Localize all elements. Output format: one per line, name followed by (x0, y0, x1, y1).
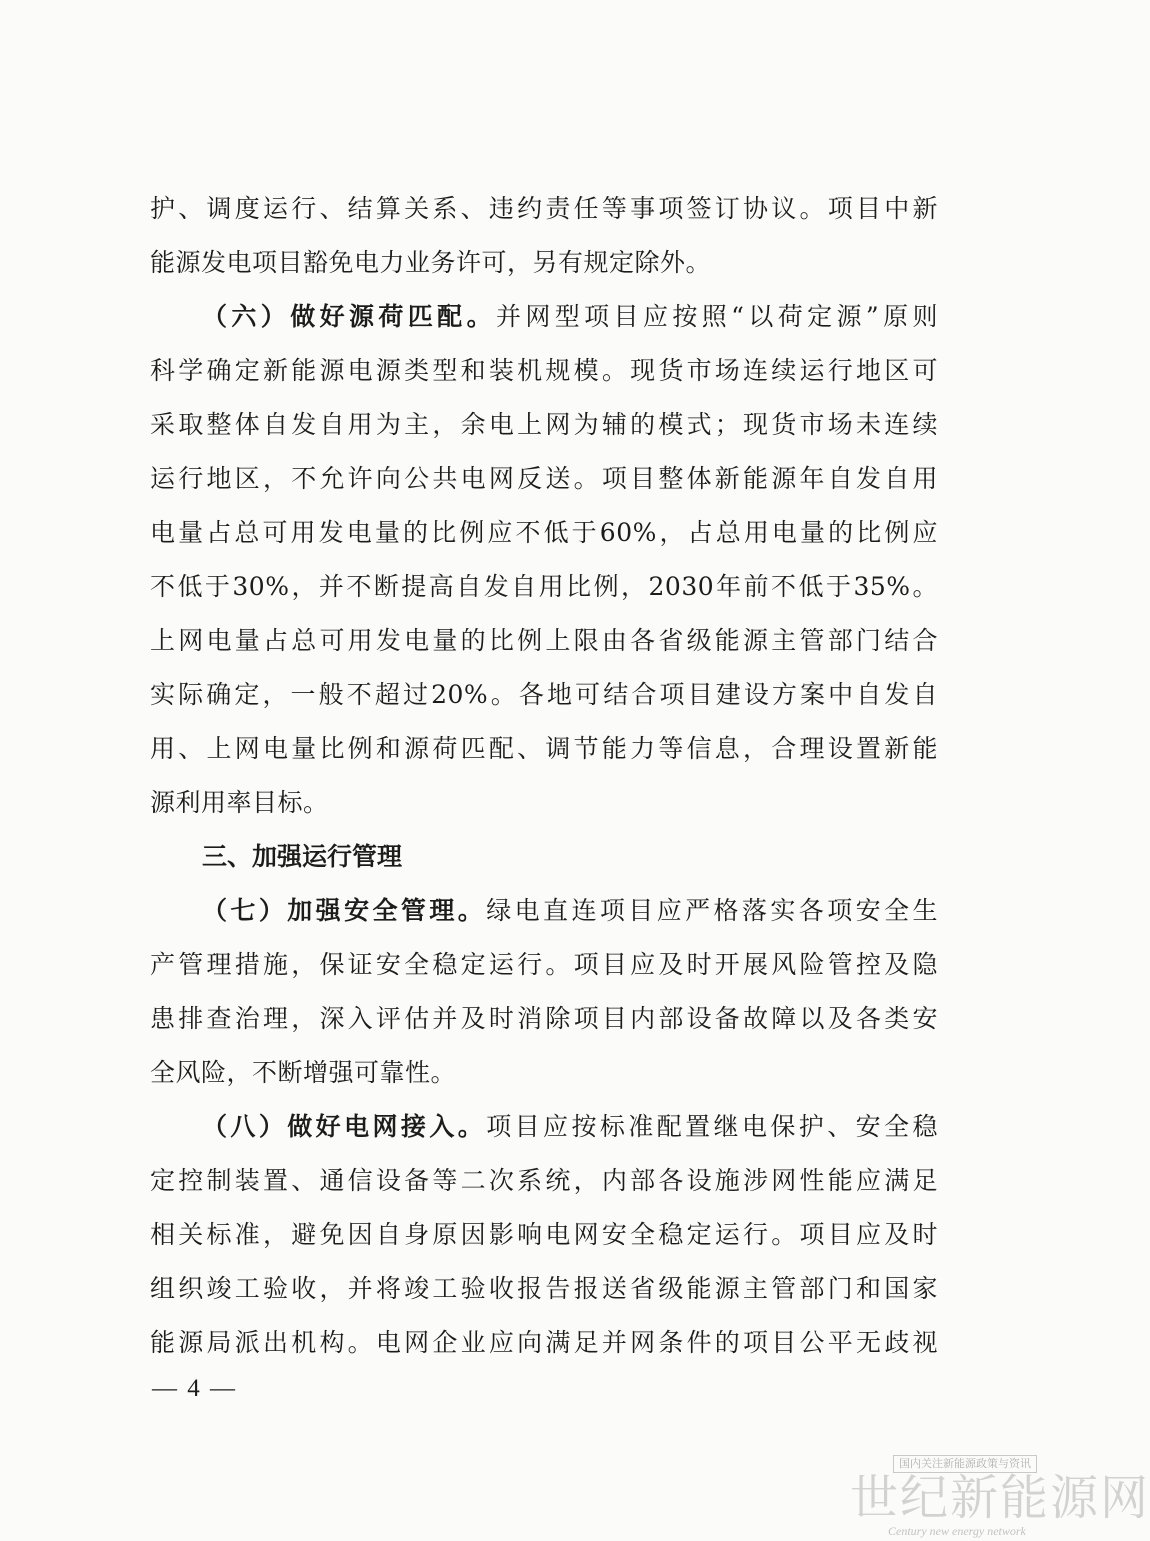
text-line (150, 884, 938, 938)
page-number: — 4 — (152, 1375, 237, 1402)
text-line: 科学确定新能源电源类型和装机规模。现货市场连续运行地区可 (150, 356, 938, 385)
text-line: 用、上网电量比例和源荷匹配、调节能力等信息，合理设置新能 (150, 734, 938, 763)
paragraph-section-6 (150, 290, 938, 830)
text-line: 相关标准，避免因自身原因影响电网安全稳定运行。项目应及时 (150, 1220, 938, 1249)
text-line: 实际确定，一般不超过20%。各地可结合项目建设方案中自发自 (150, 680, 938, 709)
section-text: 绿电直连项目应严格落实各项安全生 (486, 896, 938, 925)
text-line (150, 1100, 938, 1154)
paragraph-section-7 (150, 884, 938, 1100)
section-text: 项目应按标准配置继电保护、安全稳 (486, 1112, 938, 1141)
text-line: 患排查治理，深入评估并及时消除项目内部设备故障以及各类安 (150, 1004, 938, 1033)
section-heading: 三、加强运行管理 (202, 842, 403, 871)
section-text: 并网型项目应按照“以荷定源”原则 (495, 302, 938, 331)
text-line: 电量占总可用发电量的比例应不低于60%，占总用电量的比例应 (150, 518, 938, 547)
text-line: 组织竣工验收，并将竣工验收报告报送省级能源主管部门和国家 (150, 1274, 938, 1303)
text-line: 运行地区，不允许向公共电网反送。项目整体新能源年自发自用 (150, 464, 938, 493)
text-line: 上网电量占总可用发电量的比例上限由各省级能源主管部门结合 (150, 626, 938, 655)
watermark-tag: 国内关注新能源政策与资讯 (893, 1455, 1037, 1473)
paragraph-section-8 (150, 1100, 938, 1370)
text-line: 能源局派出机构。电网企业应向满足并网条件的项目公平无歧视 (150, 1328, 938, 1357)
text-line: 能源发电项目豁免电力业务许可，另有规定除外。 (150, 248, 712, 277)
text-line: 不低于30%，并不断提高自发自用比例，2030年前不低于35%。 (150, 572, 938, 601)
text-line: 护、调度运行、结算关系、违约责任等事项签订协议。项目中新 (150, 194, 938, 223)
text-line: 源利用率目标。 (150, 788, 329, 817)
text-line: 产管理措施，保证安全稳定运行。项目应及时开展风险管控及隐 (150, 950, 938, 979)
text-line: 定控制装置、通信设备等二次系统，内部各设施涉网性能应满足 (150, 1166, 938, 1195)
section-lead: （八）做好电网接入。 (202, 1112, 487, 1141)
paragraph-continuation (150, 182, 938, 290)
section-lead: （六）做好源荷匹配。 (202, 302, 496, 331)
section-lead: （七）加强安全管理。 (202, 896, 487, 925)
document-body (150, 182, 938, 1370)
watermark-logo-text: 世纪新能源网 (850, 1470, 1150, 1526)
text-line: 采取整体自发自用为主，余电上网为辅的模式；现货市场未连续 (150, 410, 938, 439)
text-line: 全风险，不断增强可靠性。 (150, 1058, 457, 1087)
watermark-english: Century new energy network (888, 1524, 1026, 1538)
text-line (150, 290, 938, 344)
